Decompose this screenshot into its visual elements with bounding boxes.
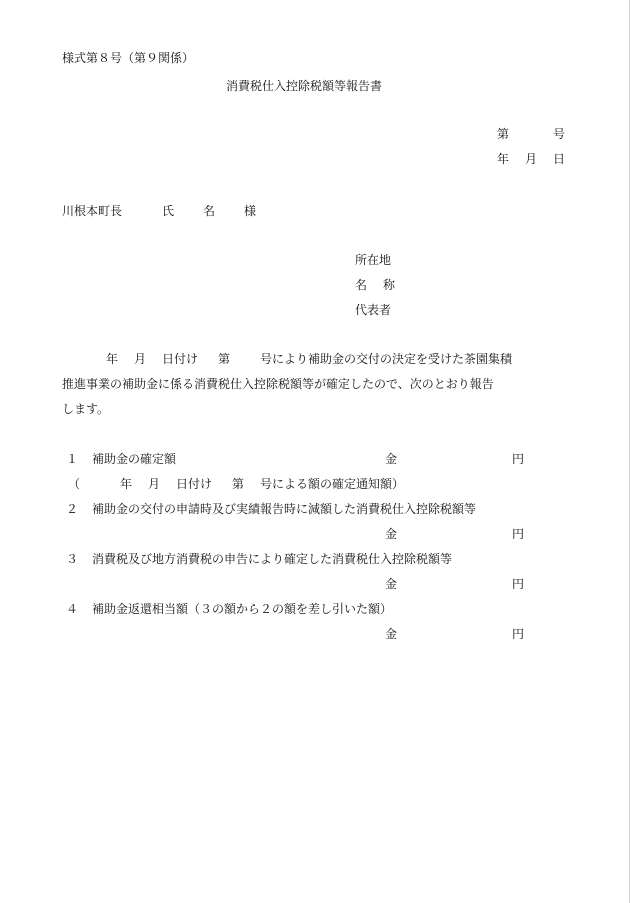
item-2-label: 補助金の交付の申請時及び実績報告時に減額した消費税仕入控除税額等 (92, 502, 477, 516)
form-label: 様式第８号（第９関係） (62, 51, 195, 65)
body-date-suffix: 日付け (162, 352, 199, 366)
body-line1-rest: 号により補助金の交付の決定を受けた茶園集積 (260, 352, 513, 366)
addressee-sama: 様 (244, 204, 257, 218)
note-rest: 号による額の確定通知額） (260, 477, 405, 491)
applicant-rep-label: 代表者 (355, 303, 392, 317)
item-1-number: １ (66, 452, 79, 466)
body-dai: 第 (218, 352, 231, 366)
item-1-en: 円 (512, 452, 525, 466)
document-title: 消費税仕入控除税額等報告書 (226, 79, 383, 93)
item-2-en: 円 (512, 527, 525, 541)
note-open-paren: （ (68, 477, 81, 491)
item-2-number: ２ (66, 502, 79, 516)
body-line2: 推進事業の補助金に係る消費税仕入控除税額等が確定したので、次のとおり報告 (62, 377, 494, 391)
item-1-label: 補助金の確定額 (92, 452, 177, 466)
note-year: 年 (120, 477, 133, 491)
item-2-kin: 金 (385, 527, 398, 541)
item-4-label: 補助金返還相当額（３の額から２の額を差し引いた額） (92, 602, 393, 616)
addressee-mei: 名 (203, 204, 216, 218)
body-month: 月 (134, 352, 147, 366)
date-year: 年 (497, 152, 510, 166)
applicant-name-label-2: 称 (383, 278, 396, 292)
doc-number-dai: 第 (497, 127, 510, 141)
date-day: 日 (553, 152, 566, 166)
note-date-suffix: 日付け (176, 477, 213, 491)
body-line3: します。 (62, 402, 110, 416)
item-3-label: 消費税及び地方消費税の申告により確定した消費税仕入控除税額等 (92, 552, 453, 566)
item-4-kin: 金 (385, 627, 398, 641)
body-year: 年 (106, 352, 119, 366)
item-4-en: 円 (512, 627, 525, 641)
doc-number-go: 号 (553, 127, 566, 141)
note-dai: 第 (232, 477, 245, 491)
item-4-number: ４ (66, 602, 79, 616)
applicant-address-label: 所在地 (355, 253, 392, 267)
addressee-office: 川根本町長 (62, 204, 123, 218)
note-month: 月 (148, 477, 161, 491)
date-month: 月 (525, 152, 538, 166)
applicant-name-label-1: 名 (355, 278, 368, 292)
item-3-kin: 金 (385, 577, 398, 591)
item-1-kin: 金 (385, 452, 398, 466)
addressee-shi: 氏 (162, 204, 175, 218)
item-3-en: 円 (512, 577, 525, 591)
item-3-number: ３ (66, 552, 79, 566)
